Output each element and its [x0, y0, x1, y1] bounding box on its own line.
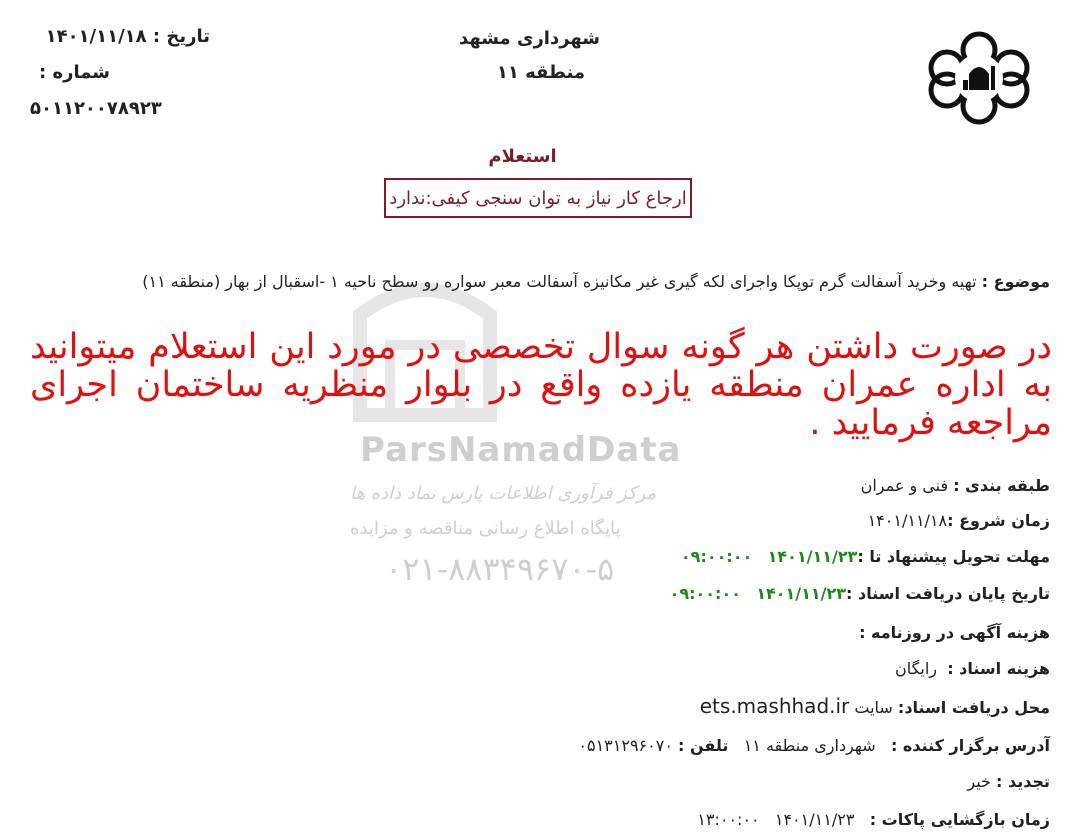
opening-date: ۱۴۰۱/۱۱/۲۳ — [774, 810, 855, 829]
region-name: منطقه ۱۱ — [496, 62, 585, 83]
doc-cost-label: هزینه اسناد : — [947, 659, 1050, 678]
doc-place-site-link[interactable]: ets.mashhad.ir — [699, 694, 850, 718]
phone-label: تلفن : — [678, 736, 729, 755]
renewal-value: خیر — [967, 772, 991, 791]
docs-end-date: ۱۴۰۱/۱۱/۲۳ — [756, 584, 847, 603]
organizer-value: شهرداری منطقه ۱۱ — [743, 736, 876, 755]
start-label: زمان شروع : — [947, 511, 1050, 530]
watermark-phone: ۰۲۱-۸۸۳۴۹۶۷۰-۵ — [385, 550, 615, 588]
doc-place-label: محل دریافت اسناد: — [897, 698, 1050, 717]
opening-label: زمان بازگشایی پاکات : — [869, 810, 1050, 829]
renewal-label: تجدید : — [996, 772, 1050, 791]
deadline-label: مهلت تحویل پیشنهاد تا : — [857, 547, 1050, 566]
category-value: فنی و عمران — [860, 476, 949, 495]
municipality-logo-icon — [925, 28, 1033, 128]
ad-cost-row — [859, 623, 1050, 642]
opening-row — [697, 810, 1050, 829]
doc-cost-row — [895, 659, 1050, 678]
subject-line — [40, 272, 1050, 291]
number-value: ۵۰۱۱۲۰۰۷۸۹۲۳ — [30, 98, 162, 119]
phone-value: ۰۵۱۳۱۲۹۶۰۷۰ — [578, 736, 673, 755]
inquiry-title: استعلام — [488, 146, 557, 167]
doc-place-row — [700, 694, 1050, 718]
docs-end-time: ۰۹:۰۰:۰۰ — [669, 584, 741, 603]
ad-cost-label: هزینه آگهی در روزنامه : — [859, 623, 1050, 642]
watermark-line1: مرکز فرآوری اطلاعات پارس نماد داده ها — [350, 483, 657, 504]
watermark-line2: پایگاه اطلاع رسانی مناقصه و مزایده — [350, 518, 621, 539]
subject-text: تهیه وخرید آسفالت گرم توپکا واجرای لکه گیری غیر مکانیزه آسفالت معبر سواره رو سطح ناحیه ۱ -اسقبال از بهار (منطقه ۱۱) — [142, 272, 977, 291]
doc-cost-value: رایگان — [894, 659, 938, 678]
docs-end-label: تاریخ پایان دریافت اسناد : — [846, 584, 1050, 603]
deadline-time: ۰۹:۰۰:۰۰ — [680, 547, 753, 566]
category-label: طبقه بندی : — [953, 476, 1050, 495]
watermark-brand: ParsNamadData — [360, 430, 682, 470]
doc-place-prefix: سایت — [854, 698, 893, 717]
contact-notice: در صورت داشتن هر گونه سوال تخصصی در مورد این استعلام میتوانید به اداره عمران منطقه یازده واقع در بلوار منظریه ساختمان اجرای مراجعه فرمایید . — [30, 327, 1052, 443]
number-label: شماره : — [39, 62, 110, 83]
deadline-row — [681, 547, 1050, 566]
opening-time: ۱۳:۰۰:۰۰ — [697, 810, 760, 829]
start-value: ۱۴۰۱/۱۱/۱۸ — [867, 511, 948, 530]
date-label: تاریخ : — [152, 26, 210, 47]
start-row — [868, 511, 1050, 530]
renewal-row — [967, 772, 1050, 791]
organizer-label: آدرس برگزار کننده : — [890, 736, 1050, 755]
organizer-row — [578, 736, 1050, 755]
date-line — [30, 26, 210, 47]
subject-label: موضوع : — [981, 272, 1050, 291]
docs-end-row — [670, 584, 1050, 603]
date-value: ۱۴۰۱/۱۱/۱۸ — [45, 26, 147, 47]
city-name: شهرداری مشهد — [458, 28, 600, 49]
deadline-date: ۱۴۰۱/۱۱/۲۳ — [767, 547, 858, 566]
category-row — [861, 476, 1050, 495]
quality-assessment-box: ارجاع کار نیاز به توان سنجی کیفی:ندارد — [384, 178, 692, 218]
